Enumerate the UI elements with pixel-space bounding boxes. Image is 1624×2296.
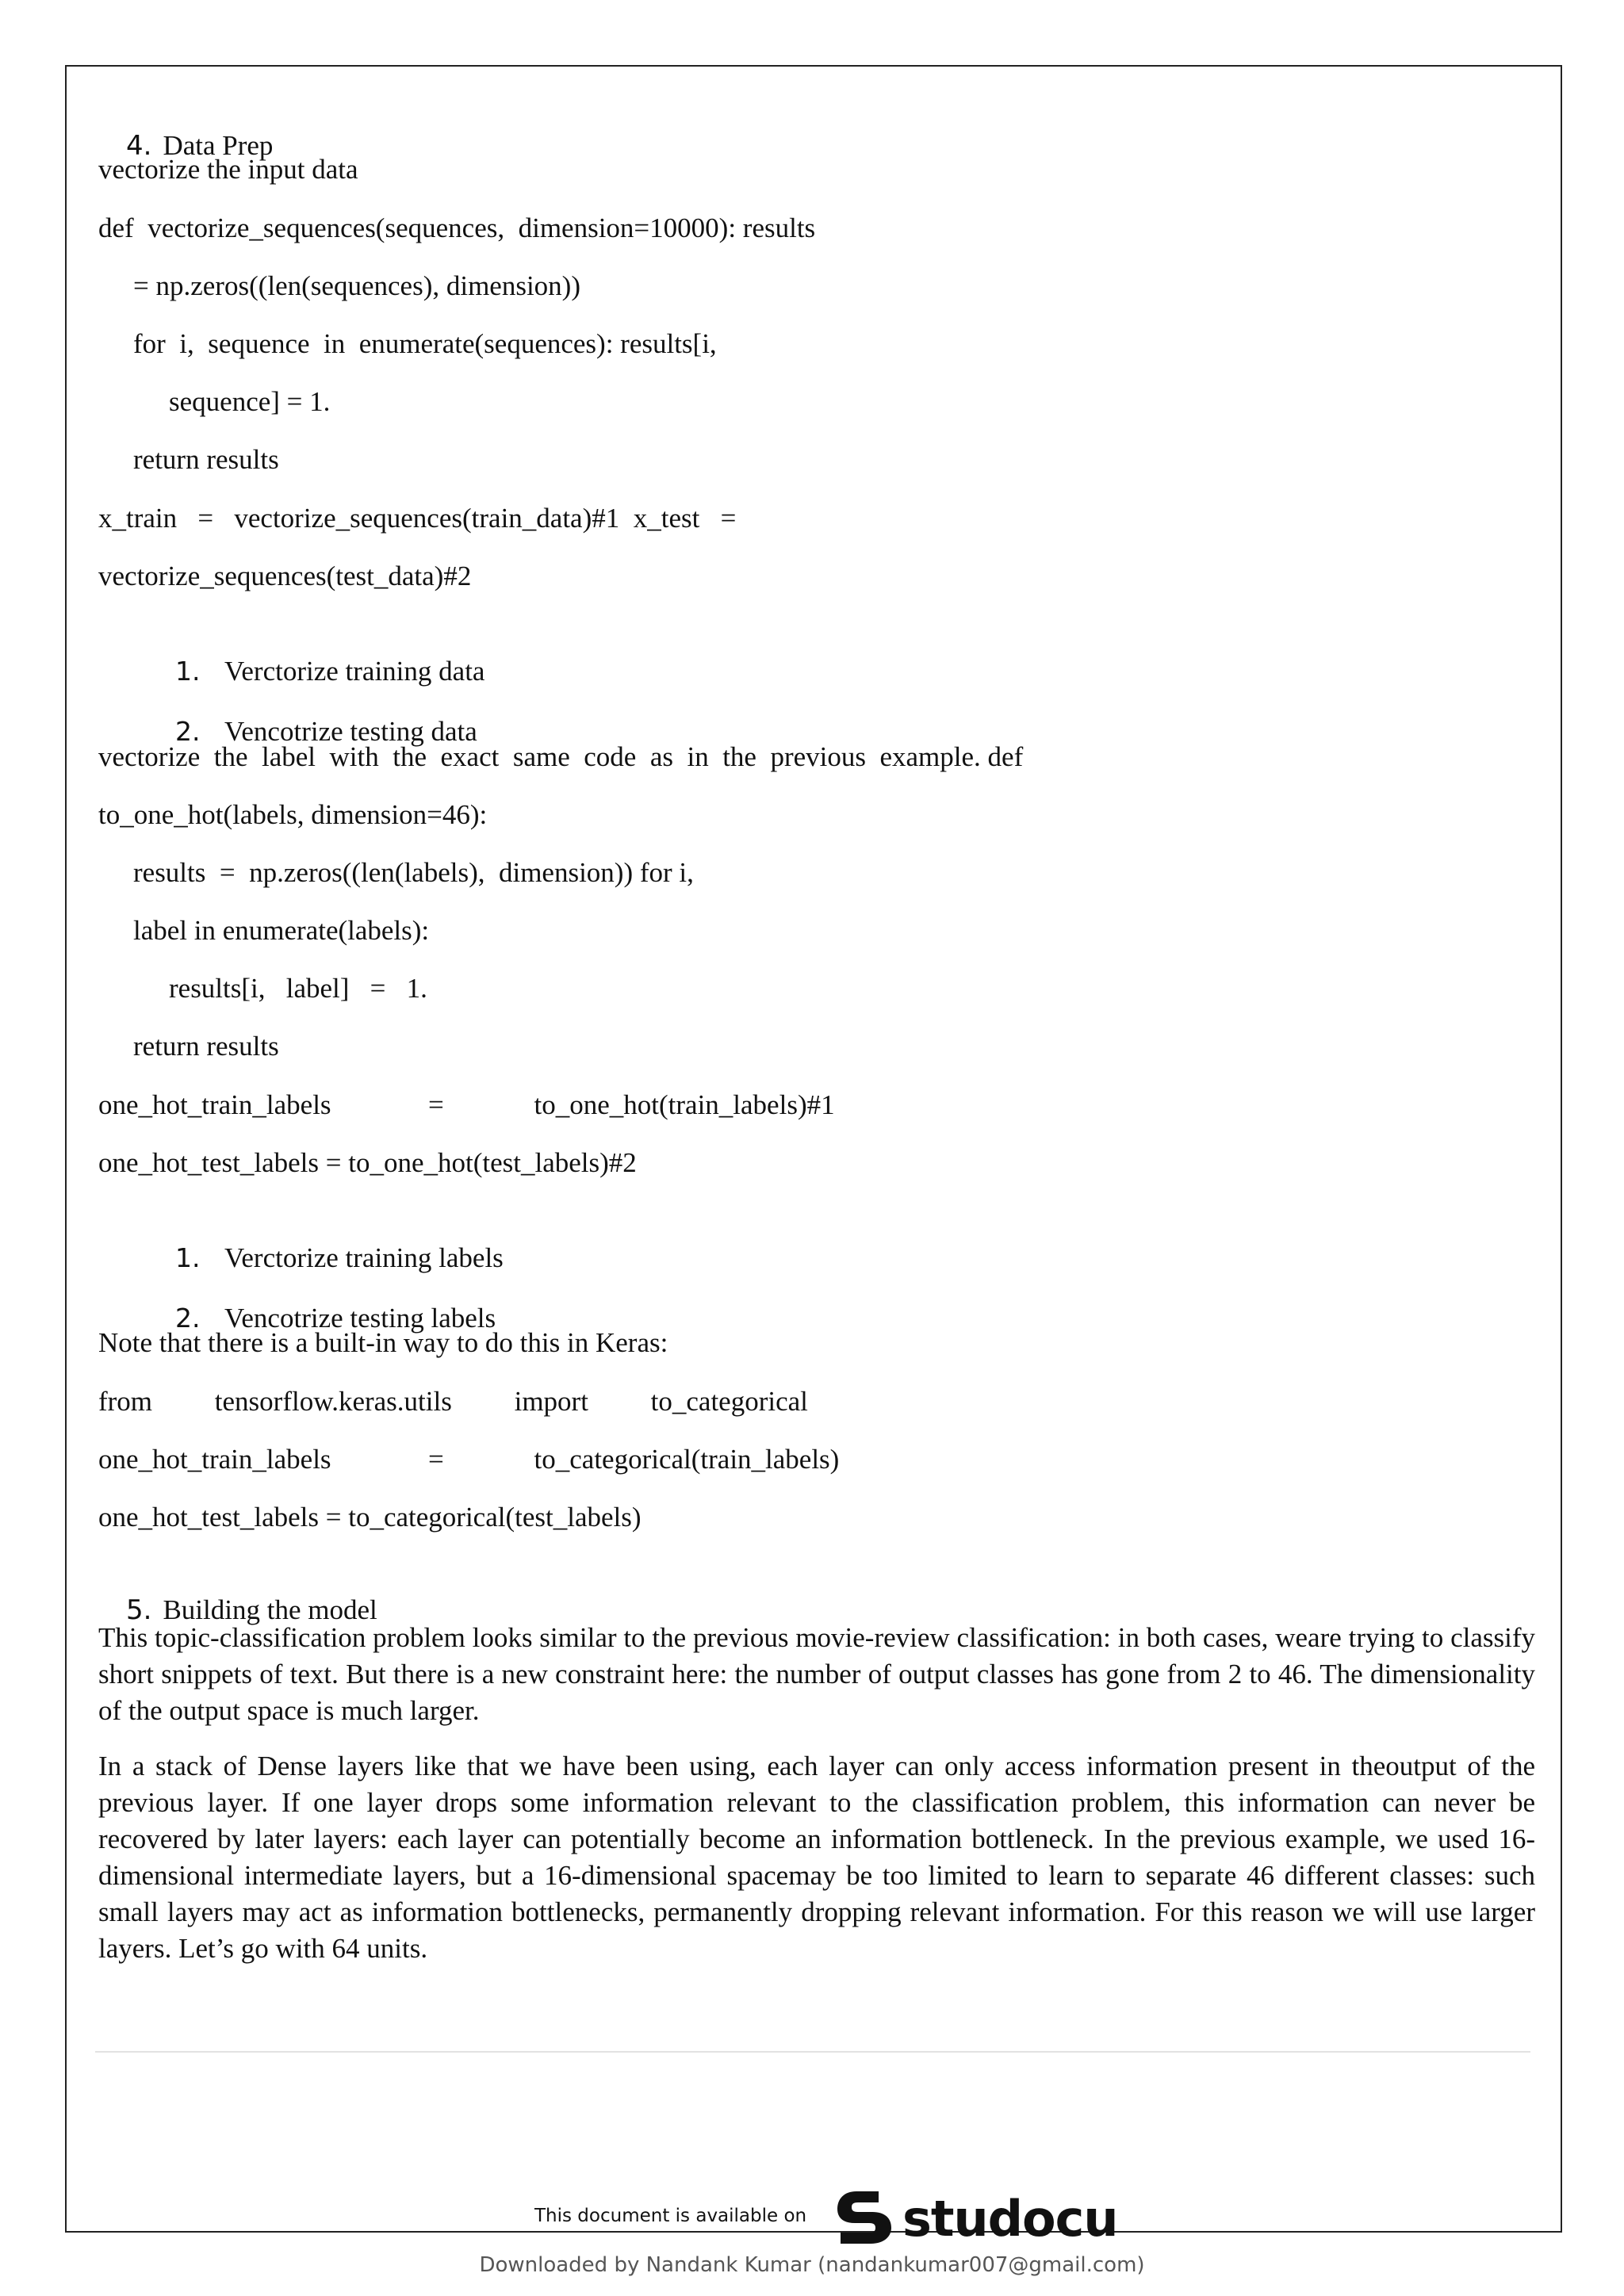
download-notice: Downloaded by Nandank Kumar (nandankumar007@gmail.com)	[479, 2253, 1145, 2277]
list-number: 2.	[175, 1303, 201, 1334]
code-line: results = np.zeros((len(labels), dimension)) for i,	[133, 857, 694, 888]
code-line: one_hot_test_labels = to_categorical(test_labels)	[98, 1502, 642, 1533]
section-title: Data Prep	[163, 130, 274, 161]
list-number: 1.	[175, 1242, 201, 1273]
code-line: def vectorize_sequences(sequences, dimension=10000): results	[98, 212, 816, 243]
code-line: = np.zeros((len(sequences), dimension))	[133, 270, 580, 301]
text-line: vectorize the input data	[98, 154, 358, 185]
text-line: vectorize the label with the exact same code as in the previous example. def	[98, 741, 1024, 772]
section-number: 5.	[126, 1594, 152, 1626]
code-line: return results	[133, 1031, 279, 1062]
studocu-wordmark: studocu	[902, 2189, 1118, 2248]
list-text: Verctorize training data	[224, 656, 485, 687]
availability-text: This document is available on	[534, 2206, 807, 2226]
list-text: Verctorize training labels	[224, 1242, 504, 1273]
section-number: 4.	[126, 130, 152, 162]
code-line: return results	[133, 444, 279, 475]
list-text: Vencotrize testing data	[224, 716, 477, 747]
code-line: sequence] = 1.	[169, 386, 331, 417]
studocu-logo[interactable]	[833, 2187, 1118, 2250]
footer-divider	[95, 2051, 1530, 2053]
code-line: to_one_hot(labels, dimension=46):	[98, 799, 488, 830]
code-line: results[i, label] = 1.	[169, 973, 427, 1004]
code-line: label in enumerate(labels):	[133, 915, 430, 946]
list-text: Vencotrize testing labels	[224, 1303, 496, 1334]
studocu-s-icon	[833, 2185, 896, 2252]
code-line: from tensorflow.keras.utils import to_categorical	[98, 1386, 808, 1417]
code-line: vectorize_sequences(test_data)#2	[98, 561, 472, 591]
text-line: Note that there is a built-in way to do this in Keras:	[98, 1327, 668, 1358]
list-number: 2.	[175, 716, 201, 747]
paragraph: This topic-classification problem looks similar to the previous movie-review classification: in both cases, weare trying to classify short snippets of text. But there is a new constraint here: the number of output classes has gone from 2 to 46. The dimensionality of the output space is much larger.	[98, 1622, 1535, 1726]
code-line: x_train = vectorize_sequences(train_data)#1 x_test =	[98, 503, 737, 534]
code-line: for i, sequence in enumerate(sequences): results[i,	[133, 328, 717, 359]
code-line: one_hot_test_labels = to_one_hot(test_labels)#2	[98, 1147, 637, 1178]
list-number: 1.	[175, 656, 201, 687]
code-line: one_hot_train_labels = to_one_hot(train_labels)#1	[98, 1089, 835, 1120]
paragraph: In a stack of Dense layers like that we have been using, each layer can only access information present in theoutput of the previous layer. If one layer drops some information relevant to the classification problem, this information can never be recovered by later layers: each layer can potentially become an information bottleneck. In the previous example, we used 16-dimensional intermediate layers, but a 16-dimensional spacemay be too limited to learn to separate 46 different classes: such small layers may act as information bottlenecks, permanently dropping relevant information. For this reason we will use larger layers. Let’s go with 64 units.	[98, 1751, 1535, 1964]
section-title: Building the model	[163, 1594, 377, 1625]
code-line: one_hot_train_labels = to_categorical(train_labels)	[98, 1444, 840, 1475]
